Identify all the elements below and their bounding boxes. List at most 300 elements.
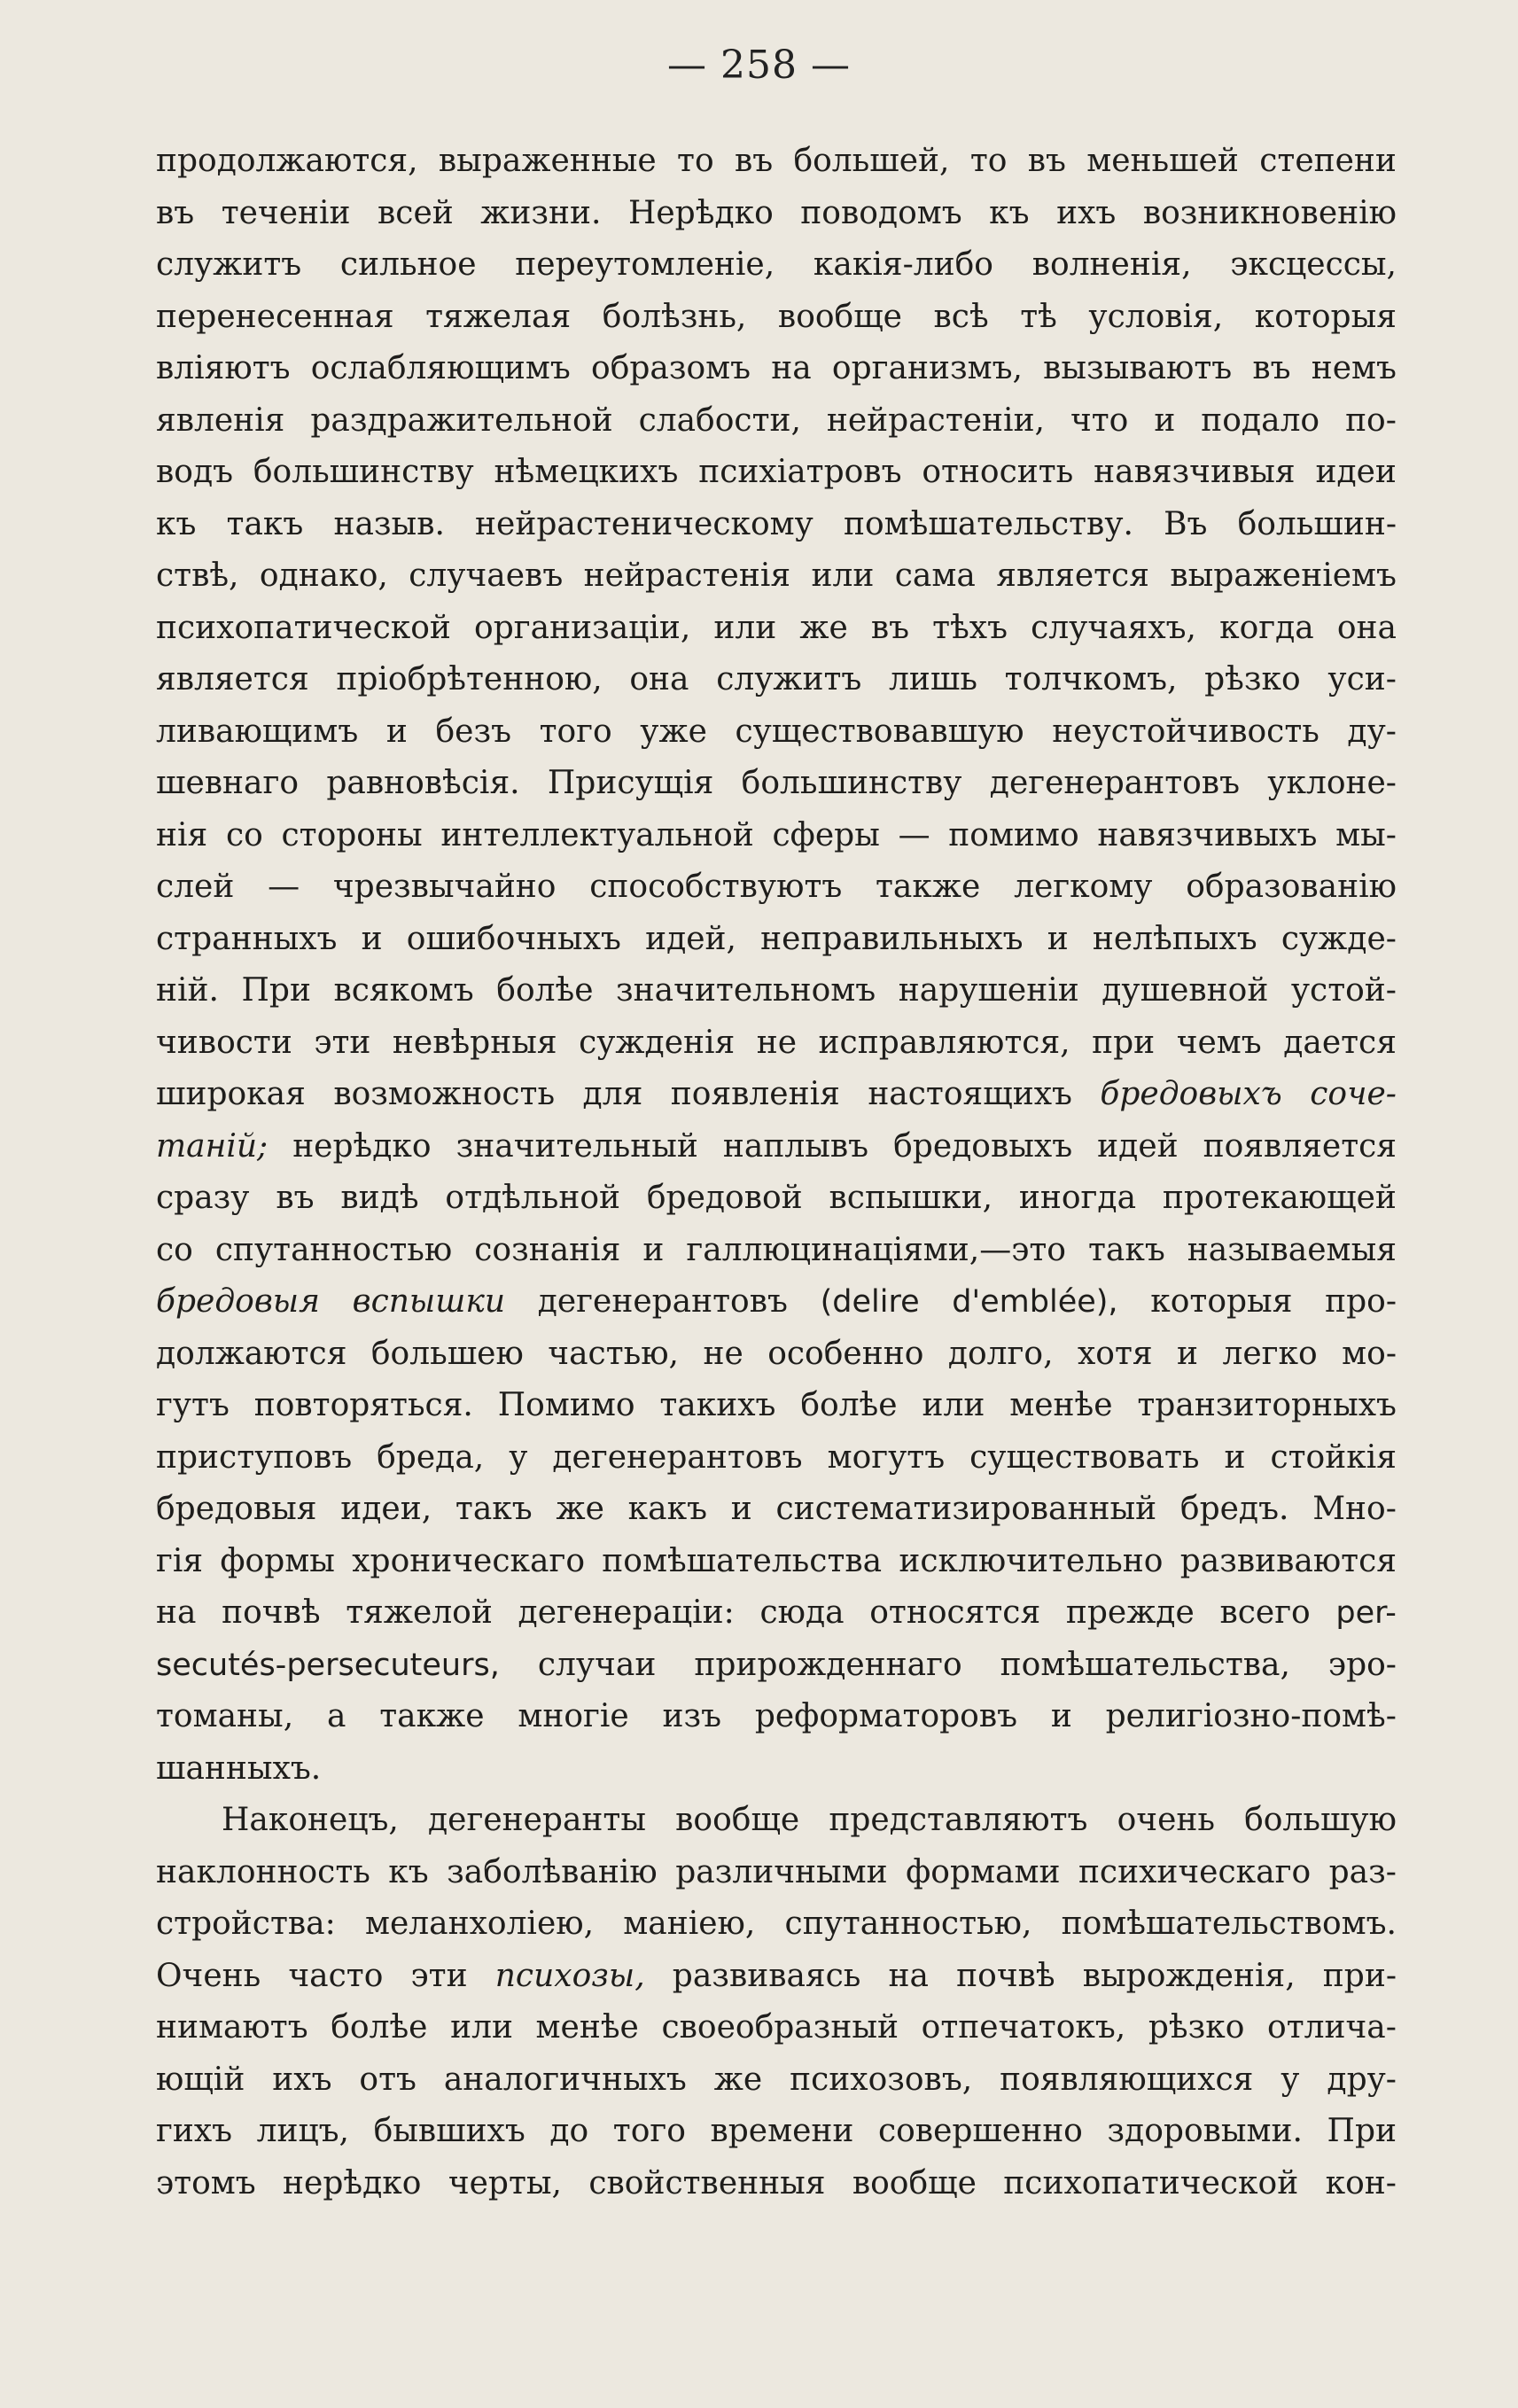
word: помѣшательства, — [1000, 1646, 1290, 1683]
word: большин- — [1237, 505, 1397, 542]
word: ослабляющимъ — [310, 350, 571, 386]
word: транзиторныхъ — [1137, 1387, 1397, 1423]
word: невѣрныя — [392, 1024, 557, 1061]
word: частью, — [548, 1335, 679, 1372]
word: къ — [989, 194, 1030, 231]
text-line — [156, 1743, 1397, 1796]
word: или — [922, 1387, 985, 1423]
italic-word: бредовыхъ — [1100, 1076, 1282, 1112]
word: эти — [314, 1024, 371, 1061]
text-line — [156, 1069, 1397, 1121]
word: прежде — [1065, 1594, 1195, 1631]
word: ихъ — [272, 2061, 332, 2098]
word: свойственныя — [588, 2164, 826, 2201]
word: организаціи, — [474, 609, 691, 646]
word: нерѣдко — [283, 2164, 422, 2201]
word: исключительно — [899, 1542, 1164, 1579]
word: болѣе — [800, 1387, 898, 1423]
text-line — [156, 550, 1397, 603]
word: При — [1327, 2113, 1397, 2149]
word: и — [385, 713, 408, 750]
word: Наконецъ, — [222, 1802, 399, 1838]
word: же — [556, 1491, 604, 1527]
word: идей, — [645, 920, 736, 957]
word: стройства: — [156, 1905, 336, 1942]
word: психозовъ, — [790, 2061, 973, 2098]
word: галлюцинаціями,—это — [686, 1231, 1066, 1268]
word: нимаютъ — [156, 2009, 308, 2046]
word: Помимо — [497, 1387, 635, 1423]
word: въ — [1252, 350, 1291, 386]
word: и — [361, 920, 383, 957]
text-line — [156, 706, 1397, 759]
word: навязчивыя — [1094, 454, 1296, 490]
word: маніею, — [623, 1905, 756, 1942]
word: относятся — [869, 1594, 1041, 1631]
word: же — [799, 609, 848, 646]
word: протекающей — [1162, 1180, 1397, 1216]
word: гутъ — [156, 1387, 230, 1423]
word: ній. — [156, 972, 219, 1009]
word: образованію — [1186, 869, 1397, 905]
word: служитъ — [156, 246, 302, 283]
word: дается — [1283, 1024, 1397, 1061]
word: вырожденія, — [1082, 1957, 1296, 1994]
text-line — [156, 1017, 1397, 1070]
word: въ — [276, 1180, 315, 1216]
word: могутъ — [827, 1438, 946, 1476]
word: интеллектуальной — [440, 816, 754, 853]
word: сама — [894, 557, 976, 594]
word: уси- — [1327, 661, 1397, 697]
word: долго, — [947, 1335, 1054, 1372]
word: всего — [1219, 1594, 1311, 1631]
word: и — [1047, 920, 1069, 957]
word: при- — [1322, 1957, 1397, 1994]
word: гихъ — [156, 2113, 233, 2149]
word: переутомленіе, — [515, 246, 775, 283]
word: этомъ — [156, 2164, 256, 2201]
word: для — [582, 1076, 643, 1112]
word: здоровыми. — [1107, 2113, 1303, 2149]
word: психіатровъ — [698, 454, 902, 490]
word: сферы — [772, 816, 880, 853]
word: дегенерантовъ — [552, 1438, 803, 1476]
word: отъ — [359, 2061, 416, 2098]
word: ствѣ, — [156, 557, 239, 594]
word: нейрастеническому — [475, 505, 813, 542]
word: уклоне- — [1267, 765, 1397, 801]
word: болѣе — [496, 972, 594, 1009]
word: то — [969, 143, 1008, 179]
word: способствуютъ — [589, 869, 843, 905]
word: большею — [370, 1335, 524, 1372]
italic-word: вспышки — [352, 1283, 506, 1320]
word: прирожденнаго — [694, 1646, 962, 1683]
word: При — [241, 972, 311, 1009]
word: возникновенію — [1142, 194, 1397, 231]
word: толчкомъ, — [1004, 661, 1178, 697]
word: навязчивыхъ — [1097, 816, 1318, 853]
word: къ — [156, 505, 197, 542]
word: стойкія — [1270, 1438, 1397, 1476]
word: какія-либо — [813, 246, 993, 283]
word: менѣе — [535, 2009, 639, 2046]
word: назыв. — [333, 505, 445, 542]
word: различными — [675, 1853, 888, 1890]
word: которыя — [1150, 1283, 1293, 1320]
word: исправляются, — [818, 1024, 1070, 1061]
word: психопатической — [1003, 2164, 1299, 2201]
word: образомъ — [591, 350, 751, 386]
word: къ — [388, 1853, 429, 1890]
word: нія — [156, 816, 208, 853]
word: дегенераціи: — [518, 1594, 735, 1631]
word: теченіи — [221, 194, 351, 231]
text-line — [156, 914, 1397, 966]
word: вспышки, — [829, 1180, 993, 1216]
word: вліяютъ — [156, 350, 291, 386]
word: слабости, — [638, 401, 801, 439]
word: (delire — [820, 1284, 920, 1320]
word: же — [713, 2061, 763, 2098]
word: бредовыя — [156, 1491, 317, 1527]
word: или — [811, 557, 875, 594]
word: въ — [156, 194, 195, 231]
word: наплывъ — [722, 1127, 869, 1165]
word: тяжелая — [425, 298, 572, 335]
word: всей — [378, 194, 454, 231]
word: служитъ — [716, 661, 862, 697]
word: сюда — [759, 1594, 845, 1631]
word: особенно — [767, 1335, 924, 1372]
word: представляютъ — [829, 1802, 1088, 1838]
word: нарушеніи — [898, 972, 1079, 1009]
word: вызываютъ — [1043, 350, 1233, 386]
text-line — [156, 2106, 1397, 2158]
word: иногда — [1018, 1180, 1137, 1216]
word: психопатической — [156, 609, 451, 646]
text-line — [156, 965, 1397, 1017]
word: случаяхъ, — [1031, 609, 1196, 646]
word: того — [612, 2113, 686, 2149]
word: чивости — [156, 1024, 292, 1061]
word: большинству — [741, 765, 962, 801]
word: большую — [1244, 1802, 1397, 1838]
word: тяжелой — [346, 1594, 493, 1631]
word: d'emblée), — [952, 1284, 1118, 1320]
word: систематизированный — [775, 1491, 1157, 1527]
word: бреда, — [377, 1438, 485, 1476]
word: часто — [288, 1957, 384, 1994]
word: своеобразный — [661, 2009, 899, 2046]
word: сужденія — [579, 1024, 736, 1061]
word: должаются — [156, 1335, 347, 1372]
word: чемъ — [1176, 1024, 1262, 1061]
word: времени — [710, 2113, 854, 2149]
text-line — [156, 1432, 1397, 1485]
word: является — [156, 661, 309, 697]
word: бывшихъ — [373, 2113, 525, 2149]
word: нейрастенія — [583, 557, 791, 594]
word: совершенно — [877, 2113, 1083, 2149]
word: реформаторовъ — [754, 1698, 1018, 1734]
word: на — [156, 1594, 197, 1631]
word: нейрастеніи, — [826, 401, 1046, 439]
word: отдѣльной — [445, 1180, 620, 1216]
italic-word: таній; — [156, 1127, 269, 1165]
text-line — [156, 603, 1397, 655]
word: ихъ — [1056, 194, 1117, 231]
word: значительномъ — [616, 972, 876, 1009]
text-line — [156, 1587, 1397, 1640]
text-line — [156, 810, 1397, 862]
word: всѣ — [933, 298, 989, 335]
word: безъ — [435, 713, 511, 750]
word: условія, — [1088, 298, 1224, 335]
word: такихъ — [659, 1387, 776, 1423]
word: то — [677, 143, 714, 179]
word: перенесенная — [156, 298, 394, 335]
text-line — [156, 1640, 1397, 1692]
text-line — [156, 292, 1397, 344]
word: помѣшательству. — [843, 505, 1133, 542]
word: развиваются — [1179, 1542, 1397, 1579]
word: многіе — [518, 1698, 629, 1734]
word: относить — [922, 454, 1074, 490]
word: вообще — [777, 298, 902, 335]
word: видѣ — [340, 1180, 419, 1216]
word: и — [1224, 1438, 1246, 1476]
text-line — [156, 239, 1397, 292]
word: раз- — [1328, 1853, 1397, 1890]
word: меньшей — [1086, 143, 1239, 179]
word: повторяться. — [253, 1387, 473, 1423]
word: большинству — [253, 454, 474, 490]
word: дегенерантовъ — [989, 765, 1240, 801]
word: и — [1050, 1698, 1072, 1734]
word: кон- — [1325, 2164, 1397, 2201]
word: per- — [1335, 1595, 1397, 1631]
word: по- — [1345, 401, 1397, 439]
word: и — [642, 1231, 665, 1268]
word: является — [996, 557, 1149, 594]
word: шанныхъ. — [156, 1750, 322, 1787]
word: чрезвычайно — [332, 869, 557, 905]
word: спутанностью — [214, 1231, 453, 1268]
word: и — [730, 1491, 752, 1527]
word: также — [379, 1698, 485, 1734]
word: поводомъ — [800, 194, 962, 231]
text-line — [156, 343, 1397, 395]
text-line — [156, 1691, 1397, 1743]
word: эти — [410, 1957, 468, 1994]
word: такъ — [1087, 1231, 1165, 1268]
word: или — [713, 609, 777, 646]
word: равновѣсія. — [326, 765, 520, 801]
word: почвѣ — [222, 1594, 321, 1631]
word: вообще — [675, 1802, 800, 1838]
word: водъ — [156, 454, 234, 490]
word: раздражительной — [310, 401, 613, 439]
word: эро- — [1327, 1646, 1397, 1683]
word: Мно- — [1312, 1491, 1397, 1527]
word: развиваясь — [672, 1957, 861, 1994]
text-line — [156, 1898, 1397, 1951]
word: легко — [1222, 1335, 1318, 1372]
word: большей, — [793, 143, 950, 179]
word: сильное — [339, 246, 477, 283]
word: хотя — [1077, 1335, 1153, 1372]
word: Присущія — [547, 765, 714, 801]
word: почвѣ — [956, 1957, 1055, 1994]
word: организмъ, — [831, 350, 1023, 386]
word: ду- — [1347, 713, 1397, 750]
word: рѣзко — [1148, 2009, 1245, 2046]
word: въ — [1027, 143, 1066, 179]
word: пріобрѣтенною, — [336, 661, 603, 697]
word: тѣхъ — [932, 609, 1008, 646]
word: лишь — [889, 661, 977, 697]
word: и — [1177, 1335, 1199, 1372]
word: ошибочныхъ — [406, 920, 621, 957]
word: сразу — [156, 1180, 250, 1216]
word: также — [876, 869, 981, 905]
text-line — [156, 758, 1397, 810]
word: странныхъ — [156, 920, 338, 957]
word: дегенеранты — [427, 1802, 646, 1838]
word: заболѣванію — [447, 1853, 658, 1890]
word: неустойчивость — [1052, 713, 1319, 750]
word: легкому — [1014, 869, 1153, 905]
word: того — [539, 713, 612, 750]
word: бредъ. — [1179, 1491, 1289, 1527]
text-line — [156, 447, 1397, 499]
word: ющій — [156, 2061, 245, 2098]
word: волненія, — [1031, 246, 1192, 283]
word: — — [898, 816, 930, 853]
word: называемыя — [1187, 1231, 1397, 1268]
word: устой- — [1290, 972, 1397, 1009]
word: secutés-persecuteurs, — [156, 1647, 500, 1683]
text-line — [156, 188, 1397, 240]
word: настоящихъ — [868, 1076, 1072, 1112]
word: она — [629, 661, 689, 697]
word: въ — [870, 609, 910, 646]
word: сужде- — [1281, 920, 1397, 957]
word: Въ — [1164, 505, 1208, 542]
text-line — [156, 2002, 1397, 2054]
word: когда — [1219, 609, 1314, 646]
word: явленія — [156, 401, 285, 439]
word: черты, — [448, 2164, 562, 2201]
word: жизни. — [480, 194, 602, 231]
word: появляющихся — [1000, 2061, 1254, 2098]
word: эксцессы, — [1230, 246, 1397, 283]
word: мы- — [1335, 816, 1397, 853]
word: формами — [906, 1853, 1061, 1890]
word: отпечатокъ, — [921, 2009, 1126, 2046]
word: помѣшательствомъ. — [1061, 1905, 1397, 1942]
word: такъ — [455, 1491, 533, 1527]
word: наклонность — [156, 1853, 370, 1890]
word: однако, — [259, 557, 388, 594]
word: бредовой — [646, 1180, 803, 1216]
text-line — [156, 1536, 1397, 1588]
word: стороны — [281, 816, 423, 853]
italic-word: бредовыя — [156, 1283, 320, 1320]
word: и — [1154, 401, 1176, 439]
word: формы — [220, 1542, 335, 1579]
word: тѣ — [1020, 298, 1057, 335]
word: значительный — [455, 1127, 698, 1165]
word: выраженные — [438, 143, 657, 179]
word: она — [1336, 609, 1397, 646]
text-line — [156, 136, 1397, 188]
word: сознанія — [474, 1231, 621, 1268]
word: существовать — [969, 1438, 1200, 1476]
text-line — [156, 1121, 1397, 1173]
word: возможность — [333, 1076, 556, 1112]
text-line — [156, 654, 1397, 706]
word: нѣмецкихъ — [494, 454, 679, 490]
word: гія — [156, 1542, 204, 1579]
word: не — [703, 1335, 743, 1372]
word: аналогичныхъ — [443, 2061, 687, 2098]
word: бредовыхъ — [893, 1127, 1073, 1165]
word: вообще — [852, 2164, 977, 2201]
word: со — [156, 1231, 193, 1268]
word: очень — [1117, 1802, 1215, 1838]
text-line — [156, 1380, 1397, 1432]
word: про- — [1325, 1283, 1397, 1320]
word: нерѣдко — [292, 1127, 432, 1165]
word: до — [549, 2113, 589, 2149]
text-line — [156, 1847, 1397, 1899]
word: менѣе — [1009, 1387, 1113, 1423]
word: хроническаго — [352, 1542, 585, 1579]
word: какъ — [627, 1491, 707, 1527]
body-text — [156, 136, 1397, 2209]
word: нелѣпыхъ — [1092, 920, 1257, 957]
text-line — [156, 1225, 1397, 1277]
text-line — [156, 2158, 1397, 2210]
word: меланхоліею, — [364, 1905, 595, 1942]
word: Очень — [156, 1957, 261, 1994]
word: у — [509, 1438, 528, 1476]
word: дегенерантовъ — [537, 1283, 788, 1320]
word: или — [450, 2009, 513, 2046]
word: при — [1092, 1024, 1156, 1061]
text-line — [156, 1951, 1397, 2003]
word: болѣзнь, — [602, 298, 747, 335]
word: немъ — [1311, 350, 1397, 386]
word: изъ — [662, 1698, 722, 1734]
word: мо- — [1342, 1335, 1397, 1372]
word: не — [756, 1024, 798, 1061]
word: что — [1070, 401, 1129, 439]
word: продолжаются, — [156, 143, 418, 179]
word: а — [326, 1698, 346, 1734]
word: степени — [1259, 143, 1397, 179]
word: шевнаго — [156, 765, 300, 801]
word: случаи — [537, 1646, 657, 1683]
word: появляется — [1203, 1127, 1397, 1165]
word: Нерѣдко — [627, 194, 774, 231]
word: въ — [734, 143, 774, 179]
word: случаевъ — [409, 557, 564, 594]
word: отлича- — [1267, 2009, 1397, 2046]
